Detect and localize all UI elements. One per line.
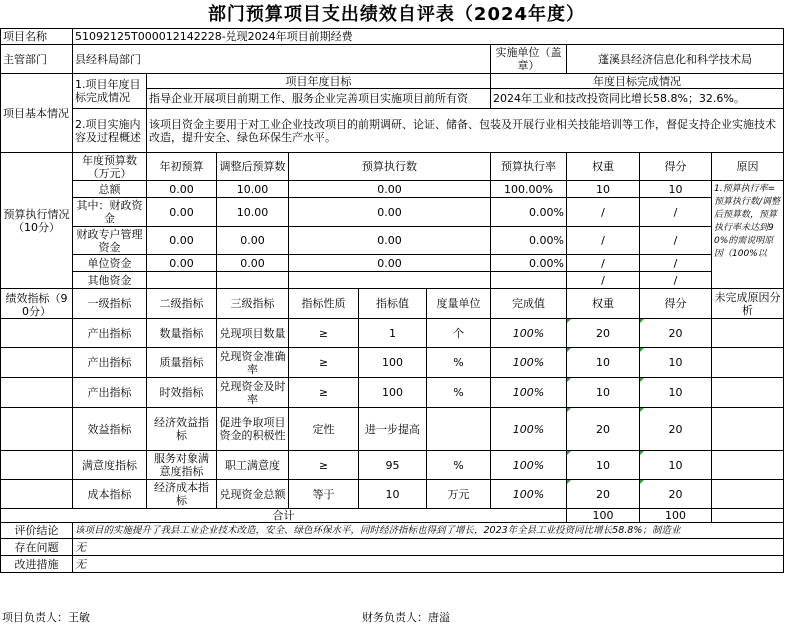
perf-row-value: 95 xyxy=(359,451,427,480)
budget-row-score: 10 xyxy=(640,181,712,198)
budget-row-name: 其他资金 xyxy=(73,272,147,289)
unit-label: 实施单位（盖章） xyxy=(491,45,567,74)
perf-row-l1: 产出指标 xyxy=(73,319,147,348)
total-weight: 100 xyxy=(567,509,640,523)
perf-row-unit: % xyxy=(427,348,491,378)
perf-row-unit: % xyxy=(427,378,491,408)
perf-row-spacer xyxy=(1,378,73,408)
perf-row-unit xyxy=(427,408,491,451)
perf-row-spacer xyxy=(1,348,73,378)
perf-row-l1: 效益指标 xyxy=(73,408,147,451)
budget-row xyxy=(1,272,784,289)
budget-row-adjusted: 0.00 xyxy=(217,255,289,272)
perf-row-l1: 产出指标 xyxy=(73,348,147,378)
perf-row-spacer xyxy=(1,480,73,509)
perf-row-l3: 兑现资金总额 xyxy=(217,480,289,509)
budget-row-executed: 0.00 xyxy=(289,198,491,227)
perf-row-done: 100% xyxy=(491,348,567,378)
perf-row-score: 10 xyxy=(640,348,712,378)
perf-header-reason: 未完成原因分析 xyxy=(712,289,784,319)
budget-row xyxy=(1,181,784,198)
perf-row xyxy=(1,480,784,509)
budget-row-initial: 0.00 xyxy=(147,255,217,272)
perf-row-score: 10 xyxy=(640,378,712,408)
budget-row-score: / xyxy=(640,272,712,289)
budget-row-weight: / xyxy=(567,272,640,289)
perf-row-value: 1 xyxy=(359,319,427,348)
budget-row-weight: / xyxy=(567,255,640,272)
impl-label: 2.项目实施内容及过程概述 xyxy=(73,109,147,153)
perf-header-weight: 权重 xyxy=(567,289,640,319)
perf-row-weight: 10 xyxy=(567,451,640,480)
budget-row-score: / xyxy=(640,198,712,227)
budget-row-adjusted xyxy=(217,272,289,289)
perf-row-weight: 20 xyxy=(567,480,640,509)
budget-row xyxy=(1,255,784,272)
budget-row-adjusted: 0.00 xyxy=(217,227,289,255)
budget-header-name: 年度预算数（万元） xyxy=(73,153,147,181)
evaluation-table xyxy=(0,28,784,573)
project-name-value: 51092125T000012142228-兑现2024年项目前期经费 xyxy=(73,29,784,45)
budget-header-rate: 预算执行率 xyxy=(491,153,567,181)
perf-row-l3: 兑现项目数量 xyxy=(217,319,289,348)
perf-row-score: 10 xyxy=(640,451,712,480)
budget-row-adjusted: 10.00 xyxy=(217,181,289,198)
perf-row-unit: 个 xyxy=(427,319,491,348)
budget-reason-note: 1.预算执行率=预算执行数/调整后预算数，预算执行率未达到90%的需说明原因（100%以 xyxy=(712,181,784,289)
perf-row xyxy=(1,378,784,408)
perf-row-weight: 20 xyxy=(567,408,640,451)
perf-row-l2: 经济成本指标 xyxy=(147,480,217,509)
perf-row-l1: 成本指标 xyxy=(73,480,147,509)
budget-row xyxy=(1,198,784,227)
budget-header-initial: 年初预算 xyxy=(147,153,217,181)
budget-row-adjusted: 10.00 xyxy=(217,198,289,227)
perf-row-l2: 时效指标 xyxy=(147,378,217,408)
perf-row-nature: ≥ xyxy=(289,348,359,378)
perf-row xyxy=(1,348,784,378)
perf-header-value: 指标值 xyxy=(359,289,427,319)
basic-situation-label: 项目基本情况 xyxy=(1,74,73,153)
budget-row-initial: 0.00 xyxy=(147,181,217,198)
budget-row-weight: / xyxy=(567,227,640,255)
budget-row-score: / xyxy=(640,227,712,255)
budget-row-executed: 0.00 xyxy=(289,181,491,198)
perf-row-unit: % xyxy=(427,451,491,480)
perf-row xyxy=(1,408,784,451)
perf-row-done: 100% xyxy=(491,378,567,408)
conclusion-text: 该项目的实施提升了我县工业企业技术改造，安全、绿色环保水平，同时经济指标也得到了增长，2023年全县工业投资同比增长58.8%；制造业 xyxy=(73,523,784,539)
perf-row-weight: 10 xyxy=(567,378,640,408)
done-text: 2024年工业和技改投资同比增长58.8%；32.6%。 xyxy=(491,89,784,109)
total-score: 100 xyxy=(640,509,712,523)
perf-row xyxy=(1,451,784,480)
perf-row-l3: 促进争取项目资金的积极性 xyxy=(217,408,289,451)
budget-row-name: 财政专户管理资金 xyxy=(73,227,147,255)
goal-label: 1.项目年度目标完成情况 xyxy=(73,74,147,109)
perf-row-value: 100 xyxy=(359,348,427,378)
project-leader: 项目负责人：王敏 xyxy=(2,611,90,624)
perf-row-reason xyxy=(712,408,784,451)
done-header: 年度目标完成情况 xyxy=(491,74,784,89)
budget-row-rate: 0.00% xyxy=(491,255,567,272)
impl-text: 该项目资金主要用于对工业企业技改项目的前期调研、论证、储备、包装及开展行业相关技能培训等工作，督促支持企业实施技术改造，提升安全、绿色环保生产水平。 xyxy=(147,109,784,153)
goal-text: 指导企业开展项目前期工作、服务企业完善项目实施项目前所有资 xyxy=(147,89,491,109)
goal-header: 项目年度目标 xyxy=(147,74,491,89)
perf-header-l1: 一级指标 xyxy=(73,289,147,319)
perf-row-l2: 经济效益指标 xyxy=(147,408,217,451)
perf-row-weight: 10 xyxy=(567,348,640,378)
issues-text: 无 xyxy=(73,539,784,556)
total-label: 合计 xyxy=(1,509,567,523)
perf-row-spacer xyxy=(1,408,73,451)
budget-row-initial: 0.00 xyxy=(147,227,217,255)
budget-row-rate: 100.00% xyxy=(491,181,567,198)
dept-label: 主管部门 xyxy=(1,45,73,74)
budget-row-executed: 0.00 xyxy=(289,255,491,272)
budget-row-executed: 0.00 xyxy=(289,227,491,255)
budget-row xyxy=(1,227,784,255)
perf-row-done: 100% xyxy=(491,319,567,348)
perf-row-l3: 兑现资金及时率 xyxy=(217,378,289,408)
perf-row-nature: 等于 xyxy=(289,480,359,509)
perf-row-value: 10 xyxy=(359,480,427,509)
budget-row-rate xyxy=(491,272,567,289)
budget-header-weight: 权重 xyxy=(567,153,640,181)
total-blank xyxy=(712,509,784,523)
perf-row-reason xyxy=(712,378,784,408)
perf-header-l3: 三级指标 xyxy=(217,289,289,319)
perf-row-reason xyxy=(712,348,784,378)
page-title: 部门预算项目支出绩效自评表（2024年度） xyxy=(207,4,586,25)
budget-row-executed xyxy=(289,272,491,289)
perf-row-l1: 产出指标 xyxy=(73,378,147,408)
perf-row-reason xyxy=(712,480,784,509)
perf-row-value: 100 xyxy=(359,378,427,408)
perf-row-weight: 20 xyxy=(567,319,640,348)
budget-row-rate: 0.00% xyxy=(491,227,567,255)
project-name-label: 项目名称 xyxy=(1,29,73,45)
budget-row-name: 其中：财政资金 xyxy=(73,198,147,227)
perf-row-l3: 兑现资金准确率 xyxy=(217,348,289,378)
budget-header-score: 得分 xyxy=(640,153,712,181)
perf-row-spacer xyxy=(1,319,73,348)
budget-header-adjusted: 调整后预算数 xyxy=(217,153,289,181)
perf-row-l2: 数量指标 xyxy=(147,319,217,348)
perf-row-nature: 定性 xyxy=(289,408,359,451)
issues-label: 存在问题 xyxy=(1,539,73,556)
perf-row-l2: 服务对象满意度指标 xyxy=(147,451,217,480)
perf-row-score: 20 xyxy=(640,319,712,348)
perf-row-score: 20 xyxy=(640,408,712,451)
measures-text: 无 xyxy=(73,556,784,573)
perf-header-score: 得分 xyxy=(640,289,712,319)
perf-header-nature: 指标性质 xyxy=(289,289,359,319)
perf-row-l2: 质量指标 xyxy=(147,348,217,378)
perf-row-nature: ≥ xyxy=(289,378,359,408)
signature-line xyxy=(0,609,793,626)
unit-value: 蓬溪县经济信息化和科学技术局 xyxy=(567,45,784,74)
dept-value: 县经科局部门 xyxy=(73,45,491,74)
perf-header-unit: 度量单位 xyxy=(427,289,491,319)
perf-section-label: 绩效指标（90分） xyxy=(1,289,73,319)
perf-row xyxy=(1,319,784,348)
perf-row-score: 20 xyxy=(640,480,712,509)
perf-row-reason xyxy=(712,319,784,348)
perf-row-done: 100% xyxy=(491,408,567,451)
perf-row-reason xyxy=(712,451,784,480)
conclusion-label: 评价结论 xyxy=(1,523,73,539)
perf-row-nature: ≥ xyxy=(289,451,359,480)
finance-leader: 财务负责人：唐溢 xyxy=(362,611,450,624)
budget-row-initial xyxy=(147,272,217,289)
perf-row-done: 100% xyxy=(491,451,567,480)
budget-row-initial: 0.00 xyxy=(147,198,217,227)
budget-row-rate: 0.00% xyxy=(491,198,567,227)
budget-header-reason: 原因 xyxy=(712,153,784,181)
budget-section-label: 预算执行情况（10分） xyxy=(1,153,73,289)
budget-row-weight: 10 xyxy=(567,181,640,198)
measures-label: 改进措施 xyxy=(1,556,73,573)
perf-row-spacer xyxy=(1,451,73,480)
perf-row-l3: 职工满意度 xyxy=(217,451,289,480)
budget-header-executed: 预算执行数 xyxy=(289,153,491,181)
budget-row-name: 总额 xyxy=(73,181,147,198)
budget-row-score: / xyxy=(640,255,712,272)
perf-row-value: 进一步提高 xyxy=(359,408,427,451)
perf-row-l1: 满意度指标 xyxy=(73,451,147,480)
perf-header-done: 完成值 xyxy=(491,289,567,319)
perf-header-l2: 二级指标 xyxy=(147,289,217,319)
budget-row-name: 单位资金 xyxy=(73,255,147,272)
perf-row-nature: ≥ xyxy=(289,319,359,348)
budget-row-weight: / xyxy=(567,198,640,227)
perf-row-done: 100% xyxy=(491,480,567,509)
perf-row-unit: 万元 xyxy=(427,480,491,509)
